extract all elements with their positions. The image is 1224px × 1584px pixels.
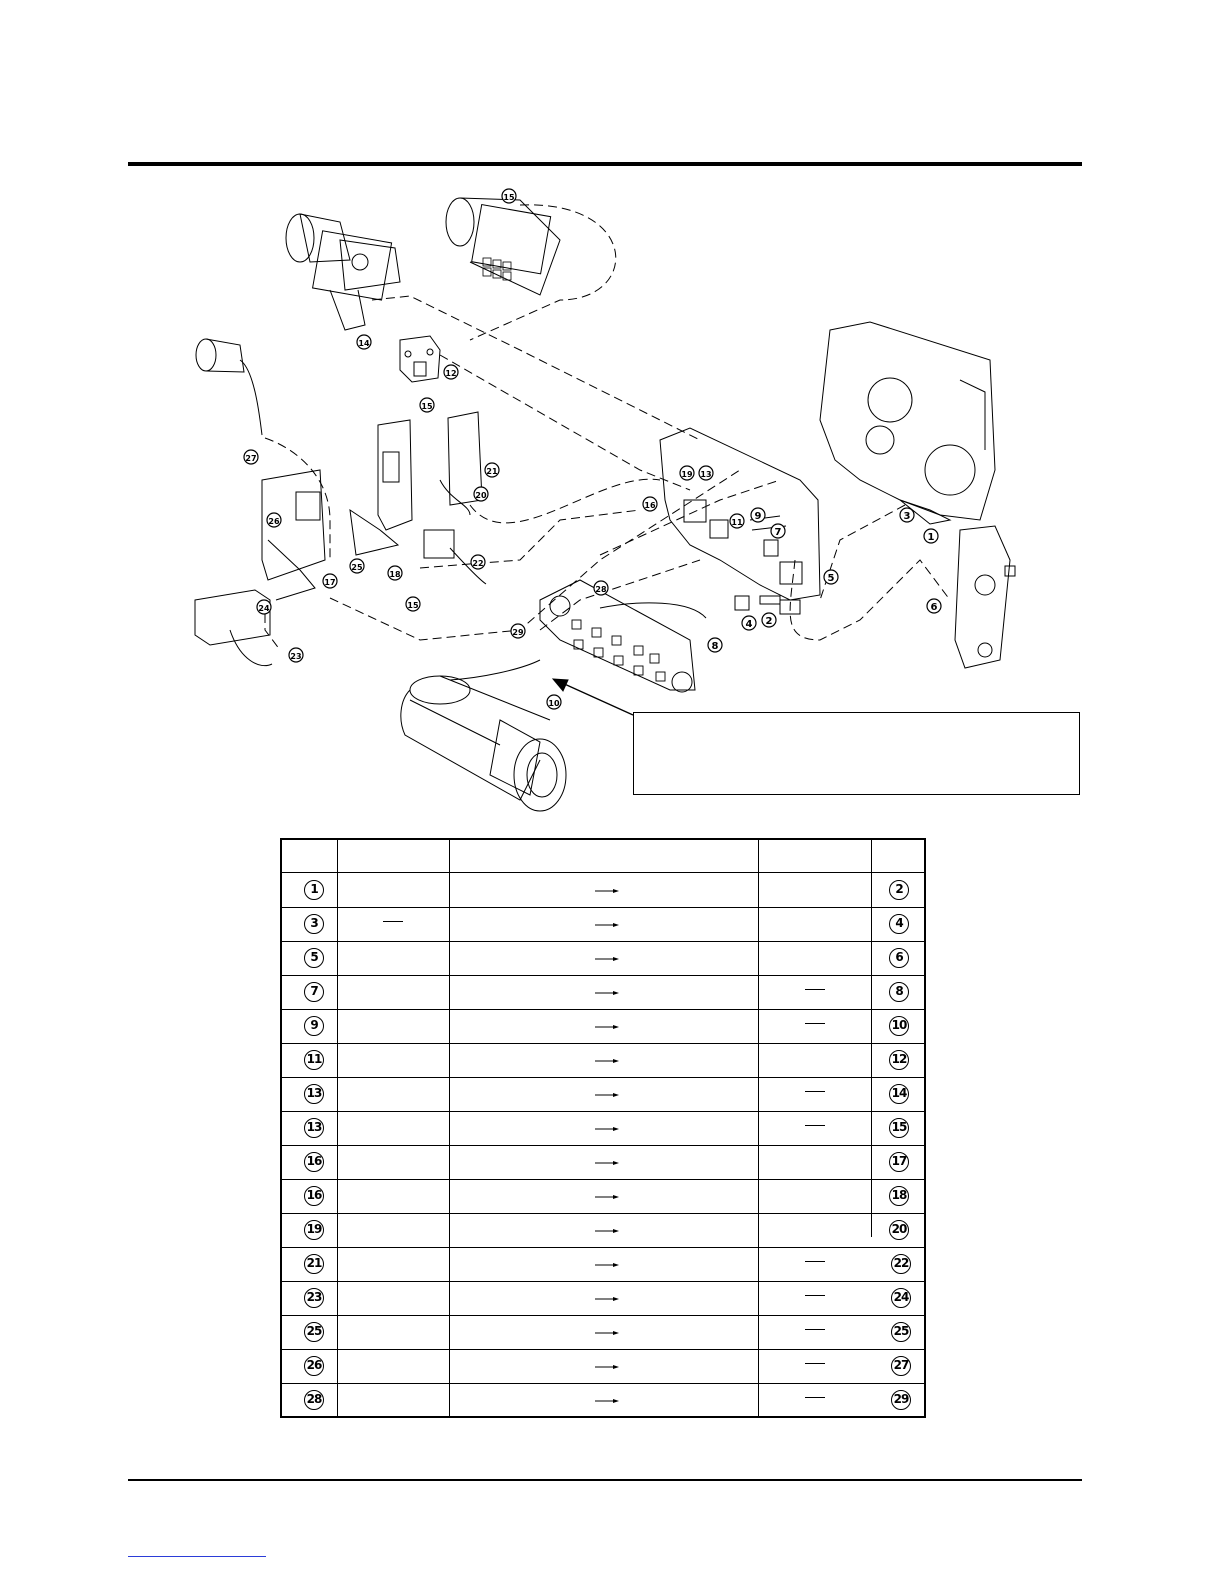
- callout-arrow: [553, 679, 633, 715]
- label-6: 6: [930, 602, 938, 613]
- connector-from-number: 9: [304, 1016, 324, 1036]
- dash-mark: [805, 989, 825, 990]
- connection-arrow-icon: [595, 956, 619, 962]
- board-18-25: [350, 420, 412, 555]
- label-3: 3: [903, 511, 911, 522]
- connector-from-number: 16: [304, 1152, 324, 1172]
- connection-arrow-icon: [595, 888, 619, 894]
- label-23: 23: [290, 652, 302, 661]
- connection-arrow-icon: [595, 1296, 619, 1302]
- table-row: [282, 1009, 924, 1043]
- connector-to-number: 6: [889, 948, 909, 968]
- callout-note-box: [633, 712, 1080, 795]
- table-row: [282, 907, 924, 941]
- label-13: 13: [700, 470, 712, 479]
- connector-from-number: 19: [304, 1220, 324, 1240]
- connector-to-number: 4: [889, 914, 909, 934]
- connection-arrow-icon: [595, 1228, 619, 1234]
- connection-routes: [265, 205, 950, 650]
- label-28: 28: [595, 585, 607, 594]
- dash-mark: [383, 921, 403, 922]
- table-row: [282, 1349, 924, 1383]
- dash-mark: [805, 1363, 825, 1364]
- label-10: 10: [548, 699, 560, 708]
- table-row: [282, 873, 924, 907]
- connector-to-number: 14: [889, 1084, 909, 1104]
- label-9: 9: [754, 511, 762, 522]
- connector-to-number: 2: [889, 880, 909, 900]
- connector-to-number: 29: [891, 1390, 911, 1410]
- connector-to-number: 22: [891, 1254, 911, 1274]
- label-8: 8: [711, 641, 719, 652]
- label-24: 24: [258, 604, 270, 613]
- connection-arrow-icon: [595, 1160, 619, 1166]
- connector-to-number: 24: [891, 1288, 911, 1308]
- connection-arrow-icon: [595, 1364, 619, 1370]
- label-25: 25: [351, 563, 363, 572]
- side-board-6: [955, 526, 1015, 668]
- viewfinder: [401, 660, 566, 811]
- label-17: 17: [324, 578, 336, 587]
- connector-to-number: 15: [889, 1118, 909, 1138]
- label-5: 5: [827, 573, 835, 584]
- connector-from-number: 13: [304, 1118, 324, 1138]
- zoom-lens-15: [446, 198, 560, 295]
- connector-to-number: 27: [891, 1356, 911, 1376]
- label-15c: 15: [407, 601, 419, 610]
- table-row: [282, 1213, 924, 1247]
- connector-from-number: 25: [304, 1322, 324, 1342]
- connector-to-number: 12: [889, 1050, 909, 1070]
- tape-mechanism: [820, 322, 995, 524]
- connection-table: [280, 838, 926, 1418]
- label-15a: 15: [503, 193, 515, 202]
- label-11: 11: [731, 518, 743, 527]
- connector-from-number: 21: [304, 1254, 324, 1274]
- label-1: 1: [927, 532, 935, 543]
- connection-arrow-icon: [595, 922, 619, 928]
- label-16: 16: [644, 501, 656, 510]
- label-20: 20: [475, 491, 487, 500]
- label-4: 4: [745, 619, 753, 630]
- connector-from-number: 16: [304, 1186, 324, 1206]
- dash-mark: [805, 1329, 825, 1330]
- connector-from-number: 28: [304, 1390, 324, 1410]
- connector-to-number: 8: [889, 982, 909, 1002]
- connection-arrow-icon: [595, 1262, 619, 1268]
- connector-from-number: 11: [304, 1050, 324, 1070]
- label-22: 22: [472, 559, 484, 568]
- label-15b: 15: [421, 402, 433, 411]
- table-row: [282, 1111, 924, 1145]
- connector-to-number: 18: [889, 1186, 909, 1206]
- connection-arrow-icon: [595, 1398, 619, 1404]
- table-row: [282, 1315, 924, 1349]
- label-2: 2: [765, 616, 773, 627]
- sensor-board-12: [400, 336, 440, 382]
- connector-to-number: 10: [889, 1016, 909, 1036]
- microphone-assembly: [196, 339, 262, 435]
- connector-from-number: 5: [304, 948, 324, 968]
- button-panel: [540, 580, 706, 692]
- dash-mark: [805, 1295, 825, 1296]
- table-row: [282, 1247, 924, 1281]
- table-row: [282, 975, 924, 1009]
- connection-arrow-icon: [595, 1024, 619, 1030]
- footer-link-underline[interactable]: [128, 1556, 266, 1557]
- connection-arrow-icon: [595, 1194, 619, 1200]
- table-row: [282, 1145, 924, 1179]
- table-row: [282, 1383, 924, 1417]
- dash-mark: [805, 1397, 825, 1398]
- label-29: 29: [512, 628, 524, 637]
- label-14: 14: [358, 339, 370, 348]
- table-row: [282, 1043, 924, 1077]
- connector-to-number: 20: [889, 1220, 909, 1240]
- table-row: [282, 941, 924, 975]
- board-24-26: [262, 470, 325, 600]
- connection-arrow-icon: [595, 1330, 619, 1336]
- table-row: [282, 1077, 924, 1111]
- label-21: 21: [486, 467, 498, 476]
- connector-to-number: 17: [889, 1152, 909, 1172]
- label-27: 27: [245, 454, 257, 463]
- label-19: 19: [681, 470, 693, 479]
- connector-to-number: 25: [891, 1322, 911, 1342]
- connection-arrow-icon: [595, 990, 619, 996]
- connection-arrow-icon: [595, 1126, 619, 1132]
- table-row: [282, 1179, 924, 1213]
- connector-from-number: 3: [304, 914, 324, 934]
- table-row: [282, 1281, 924, 1315]
- zoom-lens-14: [286, 214, 400, 330]
- label-26: 26: [268, 517, 280, 526]
- connector-from-number: 7: [304, 982, 324, 1002]
- connector-from-number: 1: [304, 880, 324, 900]
- dash-mark: [805, 1125, 825, 1126]
- dash-mark: [805, 1091, 825, 1092]
- connector-from-number: 13: [304, 1084, 324, 1104]
- connector-from-number: 23: [304, 1288, 324, 1308]
- connection-arrow-icon: [595, 1058, 619, 1064]
- label-18: 18: [389, 570, 401, 579]
- connector-from-number: 26: [304, 1356, 324, 1376]
- label-7: 7: [774, 527, 782, 538]
- dash-mark: [805, 1023, 825, 1024]
- dash-mark: [805, 1261, 825, 1262]
- label-12: 12: [445, 369, 457, 378]
- diagram-callout-labels: [244, 189, 941, 709]
- footer-rule: [128, 1479, 1082, 1481]
- connection-arrow-icon: [595, 1092, 619, 1098]
